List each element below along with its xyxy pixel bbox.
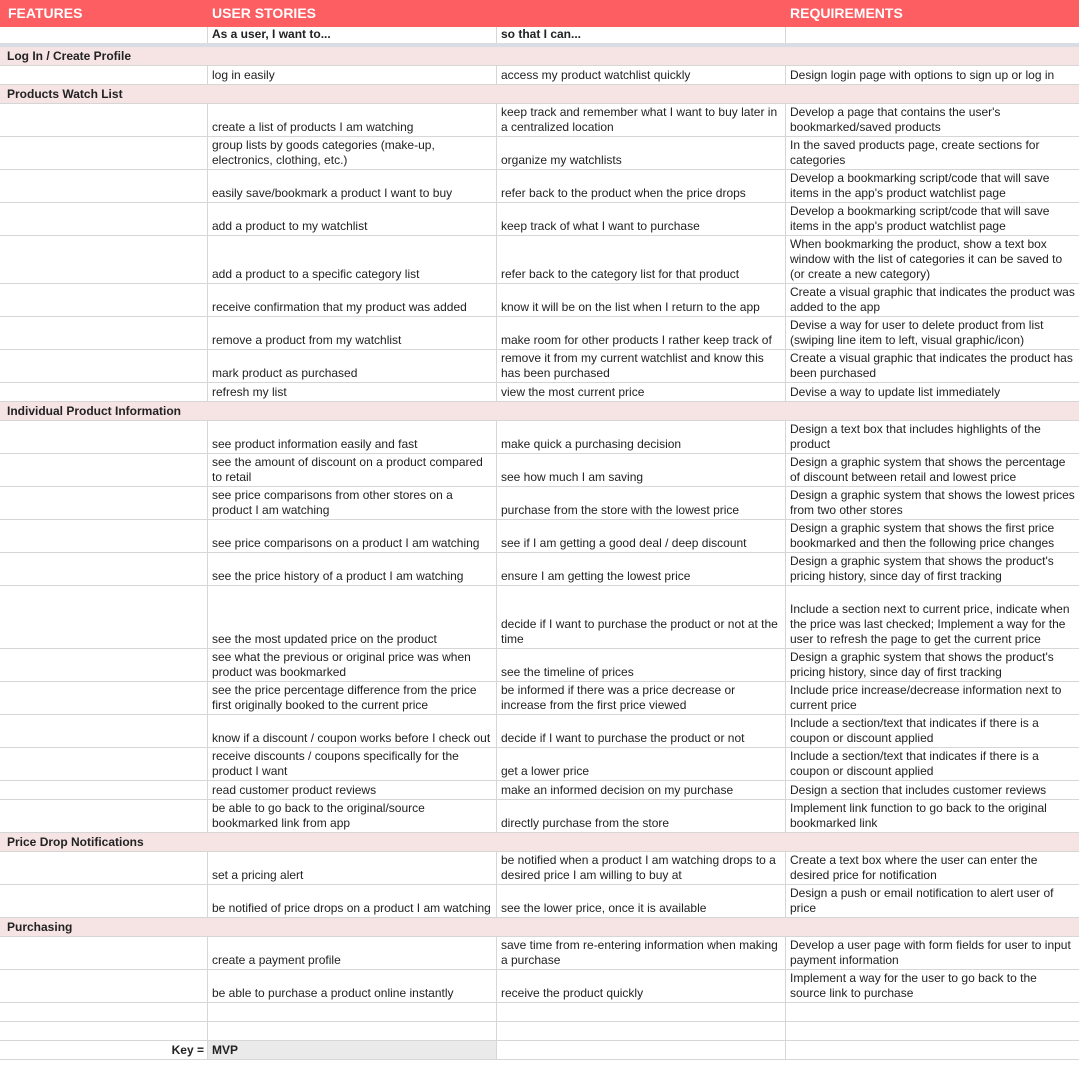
- feature-cell[interactable]: [0, 236, 208, 283]
- feature-cell[interactable]: [0, 203, 208, 235]
- so-that-cell[interactable]: purchase from the store with the lowest price: [497, 487, 786, 519]
- subheader-so-that[interactable]: so that I can...: [497, 27, 786, 43]
- user-want-cell[interactable]: read customer product reviews: [208, 781, 497, 799]
- feature-cell[interactable]: [0, 748, 208, 780]
- cell[interactable]: [0, 1003, 208, 1021]
- so-that-cell[interactable]: view the most current price: [497, 383, 786, 401]
- cell[interactable]: [497, 1022, 786, 1040]
- so-that-cell[interactable]: know it will be on the list when I return to the app: [497, 284, 786, 316]
- so-that-cell[interactable]: save time from re-entering information when making a purchase: [497, 937, 786, 969]
- requirement-cell[interactable]: Design a graphic system that shows the lowest prices from two other stores: [790, 488, 1075, 517]
- user-want-cell[interactable]: easily save/bookmark a product I want to buy: [208, 170, 497, 202]
- requirement-cell[interactable]: Develop a bookmarking script/code that will save items in the app's product watchlist page: [790, 171, 1050, 200]
- feature-cell[interactable]: [0, 553, 208, 585]
- cell[interactable]: [786, 833, 1079, 851]
- feature-cell[interactable]: [0, 937, 208, 969]
- key-value[interactable]: MVP: [208, 1041, 497, 1059]
- feature-cell[interactable]: [0, 66, 208, 84]
- table-row: [0, 317, 1079, 350]
- cell[interactable]: [497, 833, 786, 851]
- section-row: [0, 833, 1079, 852]
- table-row: [0, 284, 1079, 317]
- key-row: [0, 1041, 1079, 1060]
- header-user-stories[interactable]: USER STORIES: [208, 0, 497, 27]
- requirement-cell[interactable]: Create a visual graphic that indicates the product has been purchased: [790, 351, 1073, 380]
- user-want-cell[interactable]: be able to purchase a product online instantly: [208, 970, 497, 1002]
- so-that-cell[interactable]: ensure I am getting the lowest price: [497, 553, 786, 585]
- table-row: [0, 649, 1079, 682]
- header-features[interactable]: FEATURES: [0, 0, 208, 27]
- user-want-cell[interactable]: remove a product from my watchlist: [208, 317, 497, 349]
- cell[interactable]: [208, 1022, 497, 1040]
- so-that-cell[interactable]: get a lower price: [497, 748, 786, 780]
- user-want-cell[interactable]: know if a discount / coupon works before I check out: [208, 715, 497, 747]
- feature-cell[interactable]: [0, 350, 208, 382]
- table-row: [0, 748, 1079, 781]
- so-that-cell[interactable]: keep track of what I want to purchase: [497, 203, 786, 235]
- cell[interactable]: [497, 47, 786, 65]
- requirement-cell[interactable]: Design a graphic system that shows the first price bookmarked and then the following price changes: [790, 521, 1055, 550]
- requirement-cell[interactable]: Include price increase/decrease information next to current price: [790, 683, 1062, 712]
- requirement-cell[interactable]: Design a graphic system that shows the product's pricing history, since day of first tracking: [790, 554, 1054, 583]
- feature-cell[interactable]: [0, 586, 208, 648]
- user-want-cell[interactable]: see the price history of a product I am watching: [208, 553, 497, 585]
- cell[interactable]: [786, 918, 1079, 936]
- cell[interactable]: [208, 402, 497, 420]
- requirement-cell[interactable]: Implement link function to go back to the original bookmarked link: [790, 801, 1047, 830]
- so-that-cell[interactable]: organize my watchlists: [497, 137, 786, 169]
- so-that-cell[interactable]: make room for other products I rather keep track of: [497, 317, 786, 349]
- so-that-cell[interactable]: see the timeline of prices: [497, 649, 786, 681]
- requirement-cell[interactable]: Include a section/text that indicates if there is a coupon or discount applied: [790, 716, 1039, 745]
- requirement-cell[interactable]: Develop a page that contains the user's bookmarked/saved products: [790, 105, 1001, 134]
- cell[interactable]: [208, 85, 497, 103]
- section-row: [0, 85, 1079, 104]
- requirement-cell[interactable]: Design login page with options to sign up or log in: [790, 68, 1055, 82]
- so-that-cell[interactable]: be informed if there was a price decrease or increase from the first price viewed: [497, 682, 786, 714]
- requirement-cell[interactable]: Devise a way for user to delete product from list (swiping line item to left, visual graphic/icon): [790, 318, 1044, 347]
- requirement-cell[interactable]: Design a section that includes customer reviews: [790, 783, 1047, 797]
- section-row: [0, 918, 1079, 937]
- so-that-cell[interactable]: directly purchase from the store: [497, 800, 786, 832]
- section-title[interactable]: Products Watch List: [0, 85, 208, 103]
- cell[interactable]: [497, 402, 786, 420]
- user-want-cell[interactable]: see the amount of discount on a product compared to retail: [208, 454, 497, 486]
- feature-cell[interactable]: [0, 682, 208, 714]
- cell[interactable]: [208, 1003, 497, 1021]
- feature-cell[interactable]: [0, 137, 208, 169]
- table-row: [0, 203, 1079, 236]
- header-requirements[interactable]: REQUIREMENTS: [786, 0, 1079, 27]
- so-that-cell[interactable]: decide if I want to purchase the product or not at the time: [497, 586, 786, 648]
- table-row: [0, 520, 1079, 553]
- section-title[interactable]: Purchasing: [0, 918, 208, 936]
- so-that-cell[interactable]: see if I am getting a good deal / deep discount: [497, 520, 786, 552]
- user-want-cell[interactable]: group lists by goods categories (make-up, electronics, clothing, etc.): [208, 137, 497, 169]
- table-row: [0, 137, 1079, 170]
- so-that-cell[interactable]: see the lower price, once it is available: [497, 885, 786, 917]
- user-want-cell[interactable]: add a product to a specific category list: [208, 236, 497, 283]
- cell[interactable]: [786, 1003, 1079, 1021]
- section-row: [0, 402, 1079, 421]
- table-row: [0, 236, 1079, 284]
- section-title[interactable]: Log In / Create Profile: [0, 47, 208, 65]
- cell[interactable]: [786, 1022, 1079, 1040]
- user-want-cell[interactable]: receive discounts / coupons specifically for the product I want: [208, 748, 497, 780]
- empty-row: [0, 1022, 1079, 1041]
- table-row: [0, 553, 1079, 586]
- requirement-cell[interactable]: Develop a user page with form fields for user to input payment information: [790, 938, 1071, 967]
- feature-cell[interactable]: [0, 487, 208, 519]
- user-want-cell[interactable]: be able to go back to the original/source bookmarked link from app: [208, 800, 497, 832]
- feature-cell[interactable]: [0, 520, 208, 552]
- requirement-cell[interactable]: Implement a way for the user to go back to the source link to purchase: [790, 971, 1037, 1000]
- requirement-cell[interactable]: Include a section next to current price, indicate when the price was last checked; Implement a way for the user to refresh the page to get the current price: [790, 602, 1070, 646]
- feature-cell[interactable]: [0, 852, 208, 884]
- sheet-body: [0, 47, 1079, 1003]
- so-that-cell[interactable]: decide if I want to purchase the product or not: [497, 715, 786, 747]
- table-row: [0, 487, 1079, 520]
- feature-cell[interactable]: [0, 317, 208, 349]
- subheader-requirements-empty[interactable]: [786, 27, 1079, 43]
- empty-row: [0, 1003, 1079, 1022]
- key-label[interactable]: Key =: [0, 1041, 208, 1059]
- feature-cell[interactable]: [0, 970, 208, 1002]
- cell[interactable]: [208, 918, 497, 936]
- user-want-cell[interactable]: mark product as purchased: [208, 350, 497, 382]
- user-want-cell[interactable]: create a list of products I am watching: [208, 104, 497, 136]
- cell[interactable]: [497, 918, 786, 936]
- cell[interactable]: [497, 85, 786, 103]
- table-row: [0, 350, 1079, 383]
- feature-cell[interactable]: [0, 421, 208, 453]
- requirement-cell[interactable]: Design a text box that includes highlights of the product: [790, 422, 1041, 451]
- user-want-cell[interactable]: create a payment profile: [208, 937, 497, 969]
- feature-cell[interactable]: [0, 781, 208, 799]
- so-that-cell[interactable]: access my product watchlist quickly: [497, 66, 786, 84]
- table-row: [0, 781, 1079, 800]
- requirement-cell[interactable]: Devise a way to update list immediately: [790, 385, 1001, 399]
- cell[interactable]: [786, 85, 1079, 103]
- requirement-cell[interactable]: Design a graphic system that shows the percentage of discount between retail and lowest price: [790, 455, 1066, 484]
- user-want-cell[interactable]: see the price percentage difference from the price first originally booked to the current price: [208, 682, 497, 714]
- requirement-cell[interactable]: Develop a bookmarking script/code that will save items in the app's product watchlist page: [790, 204, 1050, 233]
- feature-cell[interactable]: [0, 885, 208, 917]
- user-want-cell[interactable]: see price comparisons on a product I am watching: [208, 520, 497, 552]
- feature-cell[interactable]: [0, 383, 208, 401]
- user-want-cell[interactable]: refresh my list: [208, 383, 497, 401]
- table-row: [0, 852, 1079, 885]
- requirement-cell[interactable]: Include a section/text that indicates if there is a coupon or discount applied: [790, 749, 1039, 778]
- feature-cell[interactable]: [0, 454, 208, 486]
- table-row: [0, 421, 1079, 454]
- table-row: [0, 104, 1079, 137]
- table-row: [0, 885, 1079, 918]
- table-row: [0, 66, 1079, 85]
- requirement-cell[interactable]: When bookmarking the product, show a text box window with the list of categories it can be saved to (or create a new category): [790, 237, 1063, 281]
- user-want-cell[interactable]: see the most updated price on the product: [208, 586, 497, 648]
- subheader-empty[interactable]: [0, 27, 208, 43]
- user-want-cell[interactable]: receive confirmation that my product was added: [208, 284, 497, 316]
- so-that-cell[interactable]: refer back to the category list for that product: [497, 236, 786, 283]
- feature-cell[interactable]: [0, 715, 208, 747]
- so-that-cell[interactable]: refer back to the product when the price drops: [497, 170, 786, 202]
- feature-cell[interactable]: [0, 284, 208, 316]
- so-that-cell[interactable]: remove it from my current watchlist and know this has been purchased: [497, 350, 786, 382]
- table-row: [0, 682, 1079, 715]
- cell[interactable]: [497, 1003, 786, 1021]
- feature-cell[interactable]: [0, 649, 208, 681]
- table-row: [0, 800, 1079, 833]
- user-want-cell[interactable]: see what the previous or original price was when product was bookmarked: [208, 649, 497, 681]
- so-that-cell[interactable]: make an informed decision on my purchase: [497, 781, 786, 799]
- table-row: [0, 937, 1079, 970]
- feature-cell[interactable]: [0, 104, 208, 136]
- user-want-cell[interactable]: set a pricing alert: [208, 852, 497, 884]
- user-want-cell[interactable]: see price comparisons from other stores on a product I am watching: [208, 487, 497, 519]
- user-want-cell[interactable]: log in easily: [208, 66, 497, 84]
- table-row: [0, 170, 1079, 203]
- table-row: [0, 586, 1079, 649]
- section-row: [0, 47, 1079, 66]
- cell[interactable]: [497, 1041, 786, 1059]
- table-row: [0, 454, 1079, 487]
- table-row: [0, 715, 1079, 748]
- section-title[interactable]: Individual Product Information: [0, 402, 208, 420]
- feature-cell[interactable]: [0, 170, 208, 202]
- subheader-row: [0, 27, 1079, 47]
- section-title[interactable]: Price Drop Notifications: [0, 833, 208, 851]
- cell[interactable]: [208, 47, 497, 65]
- user-want-cell[interactable]: see product information easily and fast: [208, 421, 497, 453]
- table-row: [0, 970, 1079, 1003]
- requirement-cell[interactable]: In the saved products page, create sections for categories: [790, 138, 1040, 167]
- requirement-cell[interactable]: Design a push or email notification to alert user of price: [790, 886, 1054, 915]
- cell[interactable]: [0, 1022, 208, 1040]
- so-that-cell[interactable]: be notified when a product I am watching drops to a desired price I am willing to buy at: [497, 852, 786, 884]
- cell[interactable]: [786, 47, 1079, 65]
- user-want-cell[interactable]: be notified of price drops on a product I am watching: [208, 885, 497, 917]
- so-that-cell[interactable]: keep track and remember what I want to buy later in a centralized location: [497, 104, 786, 136]
- requirement-cell[interactable]: Design a graphic system that shows the product's pricing history, since day of first tracking: [790, 650, 1054, 679]
- subheader-as-user[interactable]: As a user, I want to...: [208, 27, 497, 43]
- cell[interactable]: [208, 833, 497, 851]
- header-row: [0, 0, 1079, 27]
- so-that-cell[interactable]: receive the product quickly: [497, 970, 786, 1002]
- so-that-cell[interactable]: see how much I am saving: [497, 454, 786, 486]
- feature-cell[interactable]: [0, 800, 208, 832]
- requirement-cell[interactable]: Create a visual graphic that indicates the product was added to the app: [790, 285, 1075, 314]
- table-row: [0, 383, 1079, 402]
- cell[interactable]: [786, 1041, 1079, 1059]
- requirement-cell[interactable]: Create a text box where the user can enter the desired price for notification: [790, 853, 1038, 882]
- user-want-cell[interactable]: add a product to my watchlist: [208, 203, 497, 235]
- so-that-cell[interactable]: make quick a purchasing decision: [497, 421, 786, 453]
- header-empty[interactable]: [497, 0, 786, 27]
- cell[interactable]: [786, 402, 1079, 420]
